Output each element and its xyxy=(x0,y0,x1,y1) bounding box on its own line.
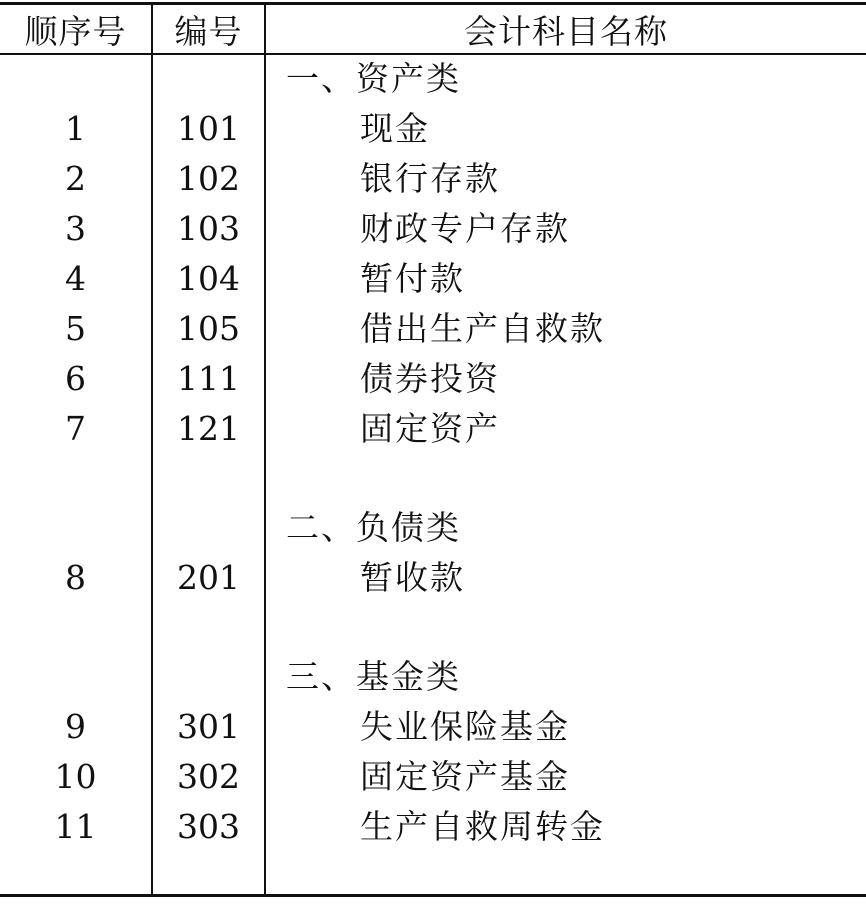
row-seq: 10 xyxy=(54,757,97,796)
row-account-name: 暂付款 xyxy=(360,259,465,298)
row-code: 121 xyxy=(177,409,240,448)
section-title-assets: 一、资产类 xyxy=(286,59,461,98)
row-seq: 3 xyxy=(65,209,86,248)
row-account-name: 生产自救周转金 xyxy=(360,807,605,846)
row-account-name: 债券投资 xyxy=(360,359,500,398)
row-seq: 8 xyxy=(65,558,86,597)
row-code: 111 xyxy=(177,359,240,398)
section-title-liabilities: 二、负债类 xyxy=(286,508,461,547)
row-code: 302 xyxy=(177,757,240,796)
row-account-name: 现金 xyxy=(360,109,430,148)
row-account-name: 借出生产自救款 xyxy=(360,309,605,348)
row-code: 102 xyxy=(177,159,240,198)
row-account-name: 银行存款 xyxy=(360,159,500,198)
row-seq: 9 xyxy=(65,707,86,746)
row-code: 104 xyxy=(177,259,240,298)
row-code: 301 xyxy=(177,707,240,746)
row-seq: 7 xyxy=(65,409,86,448)
table-bottom-rule xyxy=(0,894,866,897)
row-account-name: 固定资产 xyxy=(360,409,500,448)
row-code: 303 xyxy=(177,807,240,846)
row-seq: 1 xyxy=(65,109,86,148)
header-code: 编号 xyxy=(174,11,243,51)
row-seq: 5 xyxy=(65,309,86,348)
row-account-name: 固定资产基金 xyxy=(360,757,570,796)
row-seq: 6 xyxy=(65,359,86,398)
row-code: 103 xyxy=(177,209,240,248)
row-code: 101 xyxy=(177,109,240,148)
header-account-name: 会计科目名称 xyxy=(464,11,668,51)
row-code: 105 xyxy=(177,309,240,348)
row-code: 201 xyxy=(177,558,240,597)
row-account-name: 暂收款 xyxy=(360,558,465,597)
row-seq: 2 xyxy=(65,159,86,198)
header-seq: 顺序号 xyxy=(24,11,127,51)
column-divider-2 xyxy=(264,2,266,897)
row-seq: 4 xyxy=(65,259,86,298)
row-seq: 11 xyxy=(54,807,97,846)
section-title-funds: 三、基金类 xyxy=(286,657,461,696)
row-account-name: 失业保险基金 xyxy=(360,707,570,746)
row-account-name: 财政专户存款 xyxy=(360,209,570,248)
